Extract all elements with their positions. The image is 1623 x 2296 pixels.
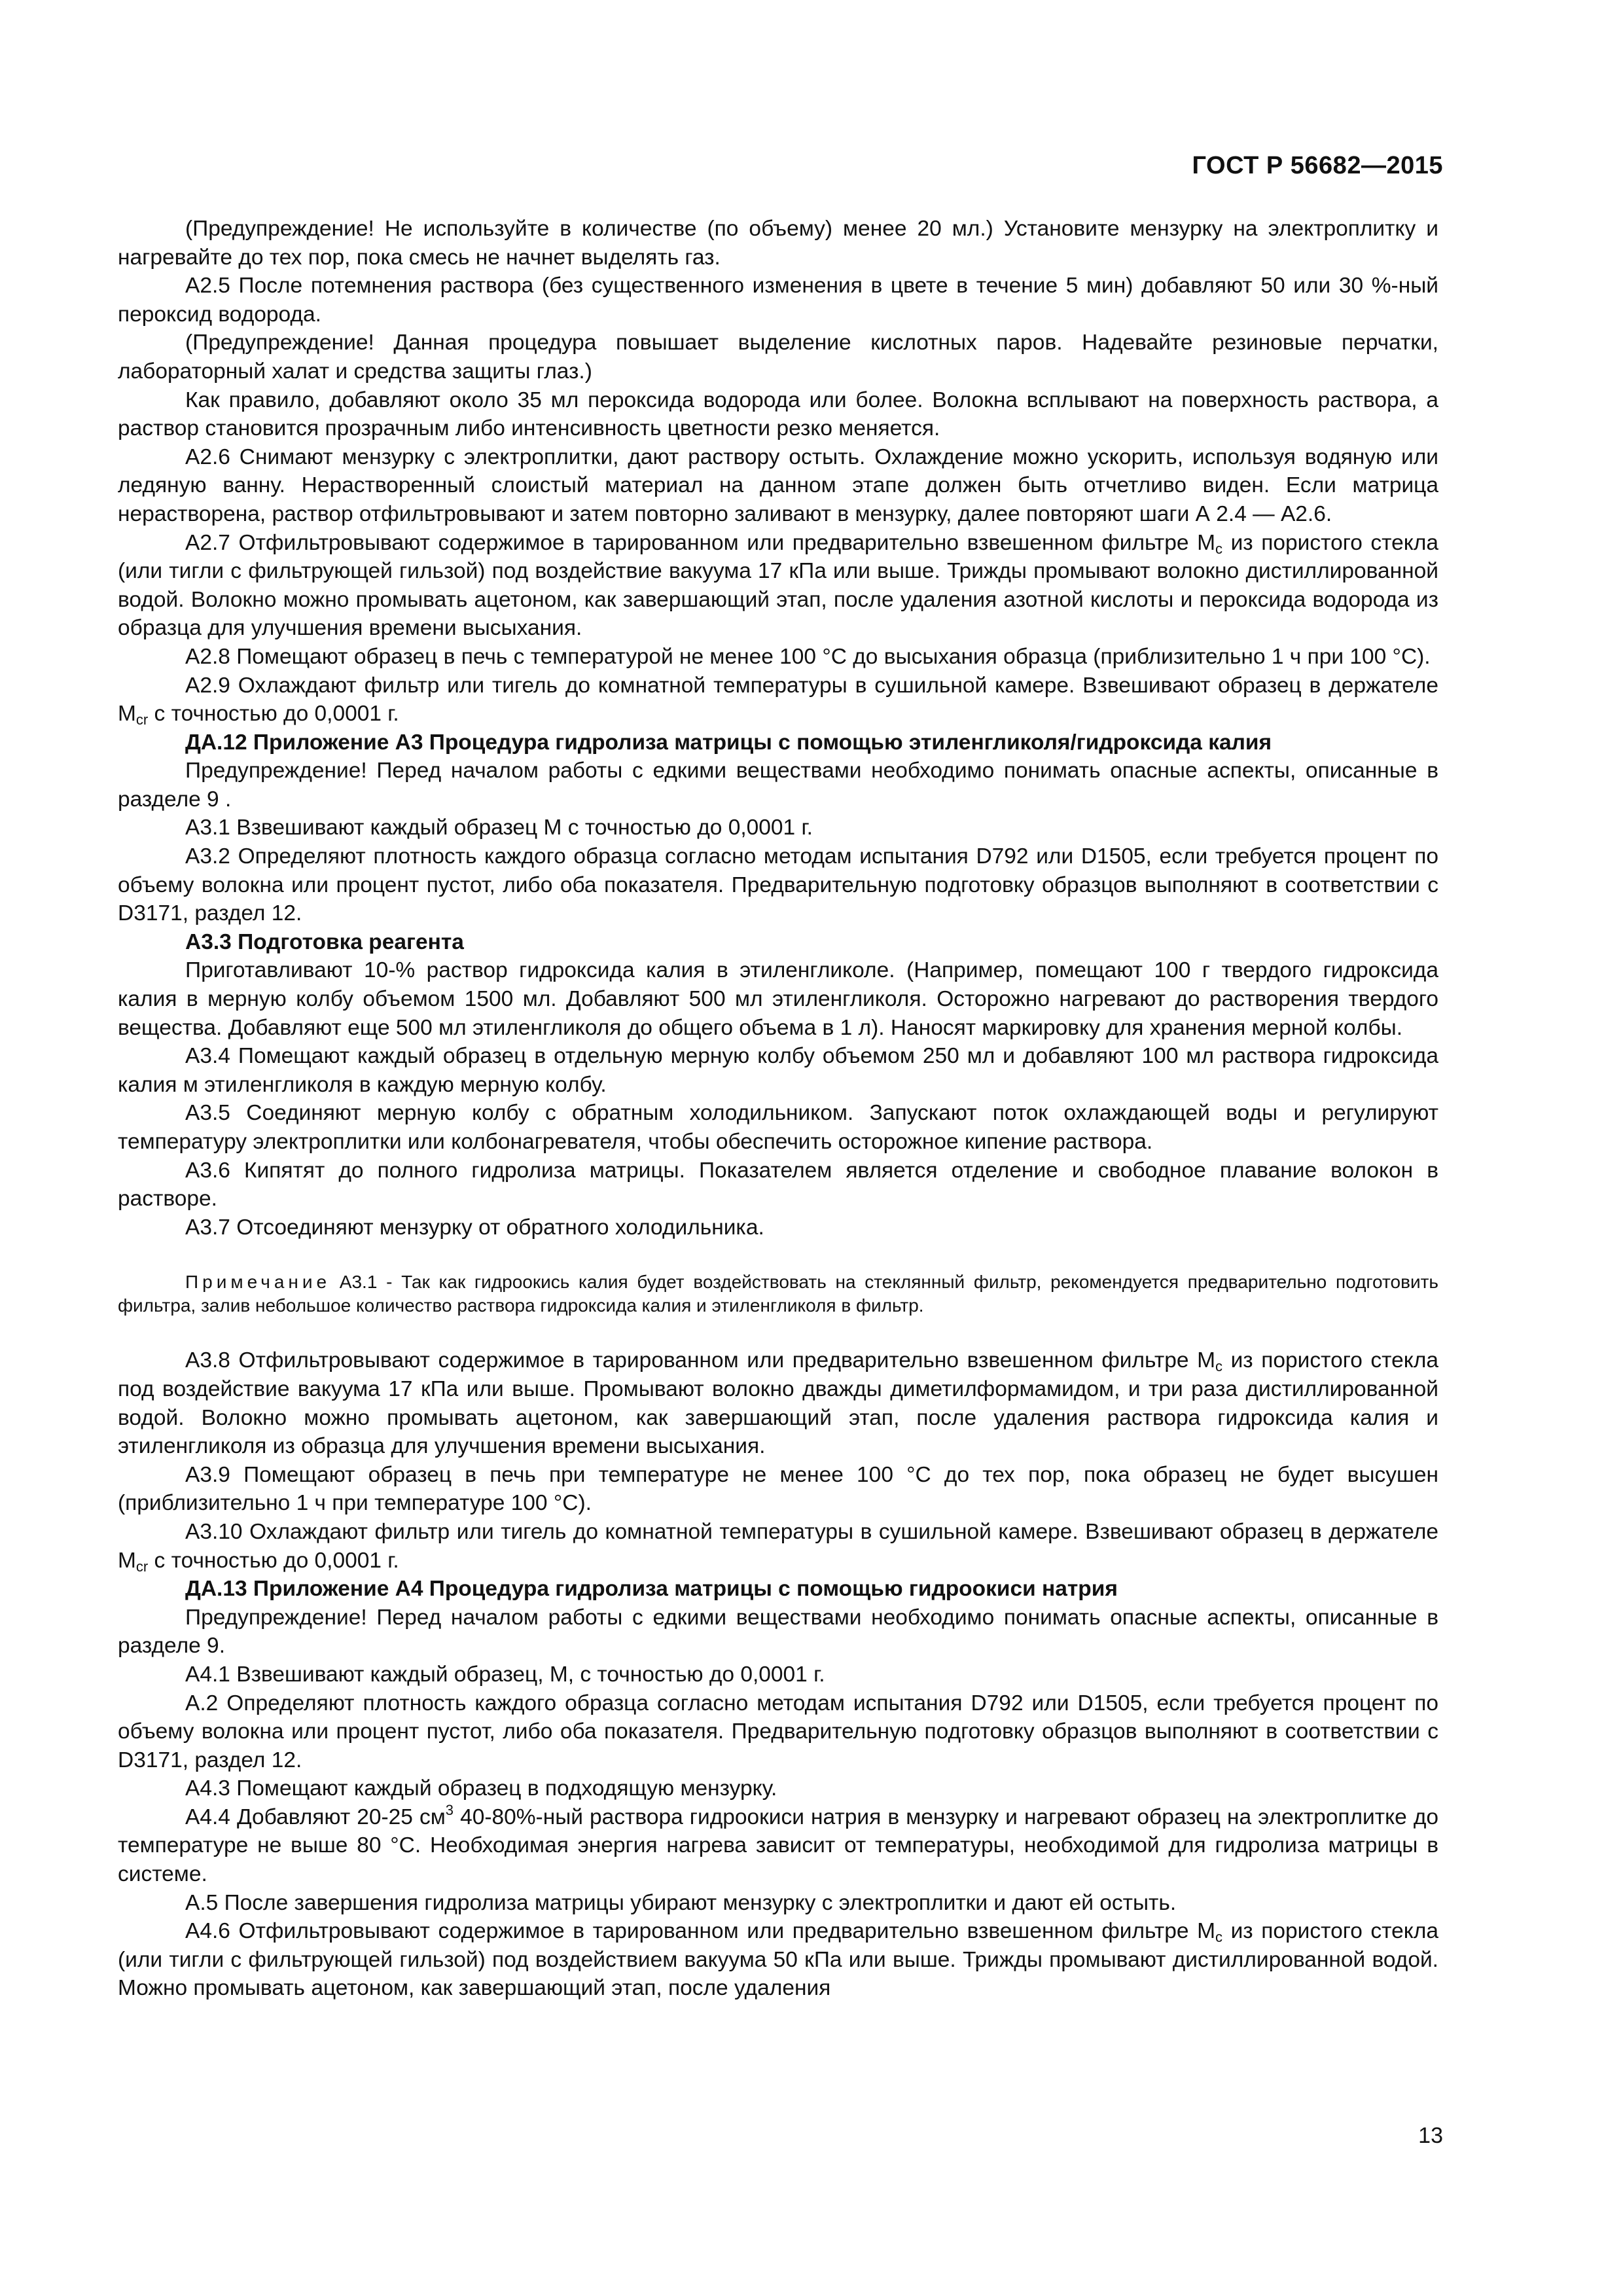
paragraph <box>118 672 1438 728</box>
document-body <box>118 215 1438 2003</box>
paragraph <box>118 1518 1438 1575</box>
paragraph <box>118 1917 1438 2003</box>
paragraph: А3.2 Определяют плотность каждого образца согласно методам испытания D792 или D1505, если требуется процент по объему волокна или процент пустот, либо оба показателя. Предварительную подготовку образцов выполняют в соответствии с D3171, раздел 12. <box>118 844 1438 926</box>
subscript: c <box>1215 540 1222 557</box>
section-heading: ДА.12 Приложение А3 Процедура гидролиза матрицы с помощью этиленгликоля/гидроксида калия <box>185 730 1272 755</box>
paragraph: Как правило, добавляют около 35 мл пероксида водорода или более. Волокна всплывают на поверхность раствора, а раствор становится прозрачным либо интенсивность цветности резко меняется. <box>118 387 1438 441</box>
page-number: 13 <box>1418 2123 1443 2148</box>
paragraph: А2.8 Помещают образец в печь с температурой не менее 100 °С до высыхания образца (приблизительно 1 ч при 100 °С). <box>185 644 1431 669</box>
paragraph: А3.4 Помещают каждый образец в отдельную мерную колбу объемом 250 мл и добавляют 100 мл раствора гидроксида калия м этиленгликоля в каждую мерную колбу. <box>118 1044 1438 1097</box>
paragraph <box>118 529 1438 643</box>
paragraph-text: А2.7 Отфильтровывают содержимое в тарированном или предварительно взвешенном фильтре M <box>185 530 1215 555</box>
paragraph: А2.6 Снимают мензурку с электроплитки, дают раствору остыть. Охлаждение можно ускорить, используя водяную или ледяную ванну. Нерастворенный слоистый материал на данном этапе должен быть отчетливо виден. Если матрица нерастворена, раствор отфильтровывают и затем повторно заливают в мензурку, далее повторяют шаги А 2.4 — А2.6. <box>118 444 1438 526</box>
paragraph: А.5 После завершения гидролиза матрицы убирают мензурку с электроплитки и дают ей остыть. <box>185 1890 1177 1915</box>
superscript: 3 <box>445 1801 454 1818</box>
subscript: cr <box>135 1558 149 1575</box>
paragraph-text: с точностью до 0,0001 г. <box>148 1548 399 1573</box>
paragraph: А2.5 После потемнения раствора (без существенного изменения в цвете в течение 5 мин) добавляют 50 или 30 %-ный пероксид водорода. <box>118 274 1438 327</box>
subscript: cr <box>135 711 149 728</box>
paragraph: (Предупреждение! Данная процедура повышает выделение кислотных паров. Надевайте резиновые перчатки, лабораторный халат и средства защиты глаз.) <box>118 331 1438 384</box>
paragraph-text: А3.8 Отфильтровывают содержимое в тарированном или предварительно взвешенном фильтре M <box>185 1348 1215 1373</box>
subsection-heading: А3.3 Подготовка реагента <box>185 929 464 954</box>
note <box>118 1270 1438 1318</box>
note-text: А3.1 - Так как гидроокись калия будет воздействовать на стеклянный фильтр, рекомендуется предварительно подготовить фильтра, залив небольшое количество раствора гидроксида калия и этиленгликоля в фильтр. <box>118 1272 1438 1316</box>
paragraph-text: А3.10 Охлаждают фильтр или тигель до комнатной температуры в сушильной камере. Взвешивают образец в держателе M <box>118 1519 1438 1573</box>
paragraph-text: с точностью до 0,0001 г. <box>148 702 399 726</box>
paragraph: (Предупреждение! Не используйте в количестве (по объему) менее 20 мл.) Установите мензурку на электроплитку и нагревайте до тех пор, пока смесь не начнет выделять газ. <box>118 217 1438 270</box>
paragraph: А4.3 Помещают каждый образец в подходящую мензурку. <box>185 1776 777 1801</box>
paragraph: А.2 Определяют плотность каждого образца согласно методам испытания D792 или D1505, если требуется процент по объему волокна или процент пустот, либо оба показателя. Предварительную подготовку образцов выполняют в соответствии с D3171, раздел 12. <box>118 1691 1438 1772</box>
paragraph-text: из пористого стекла (или тигли с фильтрующей гильзой) под воздействие вакуума 17 кПа или выше. Трижды промывают волокно дистиллированной водой. Волокно можно промывать ацетоном, как завершающий этап, после удаления азотной кислоты и пероксида водорода из образца для улучшения времени высыхания. <box>118 530 1438 641</box>
subscript: c <box>1215 1929 1222 1946</box>
paragraph: А3.9 Помещают образец в печь при температуре не менее 100 °С до тех пор, пока образец не будет высушен (приблизительно 1 ч при температуре 100 °С). <box>118 1462 1438 1516</box>
section-heading: ДА.13 Приложение А4 Процедура гидролиза матрицы с помощью гидроокиси натрия <box>185 1577 1118 1602</box>
paragraph-text: А2.9 Охлаждают фильтр или тигель до комнатной температуры в сушильной камере. Взвешивают образец в держателе M <box>118 673 1438 726</box>
paragraph <box>118 1803 1438 1889</box>
subscript: c <box>1215 1358 1222 1375</box>
paragraph-text: 40-80%-ный раствора гидроокиси натрия в мензурку и нагревают образец на электроплитке до температуре не выше 80 °С. Необходимая энергия нагрева зависит от температуры, необходимой для гидролиза матрицы в системе. <box>118 1804 1439 1887</box>
note-label: Примечание <box>185 1272 331 1293</box>
paragraph: А3.1 Взвешивают каждый образец M с точностью до 0,0001 г. <box>185 816 813 840</box>
paragraph-text: А4.6 Отфильтровывают содержимое в тарированном или предварительно взвешенном фильтре M <box>185 1919 1215 1944</box>
document-header: ГОСТ Р 56682—2015 <box>1192 152 1443 179</box>
paragraph: А3.7 Отсоединяют мензурку от обратного холодильника. <box>185 1215 764 1240</box>
paragraph-text: из пористого стекла под воздействие вакуума 17 кПа или выше. Промывают волокно дважды диметилформамидом, и три раза дистиллированной водой. Волокно можно промывать ацетоном, как завершающий этап, после удаления раствора гидроксида калия и этиленгликоля из образца для улучшения времени высыхания. <box>118 1348 1438 1459</box>
paragraph: Приготавливают 10-% раствор гидроксида калия в этиленгликоле. (Например, помещают 100 г твердого гидроксида калия в мерную колбу объемом 1500 мл. Добавляют 500 мл этиленгликоля. Осторожно нагревают до растворения твердого вещества. Добавляют еще 500 мл этиленгликоля до общего объема в 1 л). Наносят маркировку для хранения мерной колбы. <box>118 958 1438 1040</box>
paragraph: А3.5 Соединяют мерную колбу с обратным холодильником. Запускают поток охлаждающей воды и регулируют температуру электроплитки или колбонагревателя, чтобы обеспечить осторожное кипение раствора. <box>118 1101 1438 1154</box>
paragraph: А4.1 Взвешивают каждый образец, M, с точностью до 0,0001 г. <box>185 1662 825 1687</box>
paragraph: А3.6 Кипятят до полного гидролиза матрицы. Показателем является отделение и свободное плавание волокон в растворе. <box>118 1158 1438 1211</box>
paragraph-text: А4.4 Добавляют 20-25 см <box>185 1804 446 1829</box>
paragraph: Предупреждение! Перед началом работы с едкими веществами необходимо понимать опасные аспекты, описанные в разделе 9. <box>118 1605 1438 1659</box>
paragraph: Предупреждение! Перед началом работы с едкими веществами необходимо понимать опасные аспекты, описанные в разделе 9 . <box>118 759 1438 812</box>
paragraph <box>118 1346 1438 1460</box>
paragraph-text: из пористого стекла (или тигли с фильтрующей гильзой) под воздействием вакуума 50 кПа или выше. Трижды промывают дистиллированной водой. Можно промывать ацетоном, как завершающий этап, после удаления <box>118 1919 1438 2001</box>
